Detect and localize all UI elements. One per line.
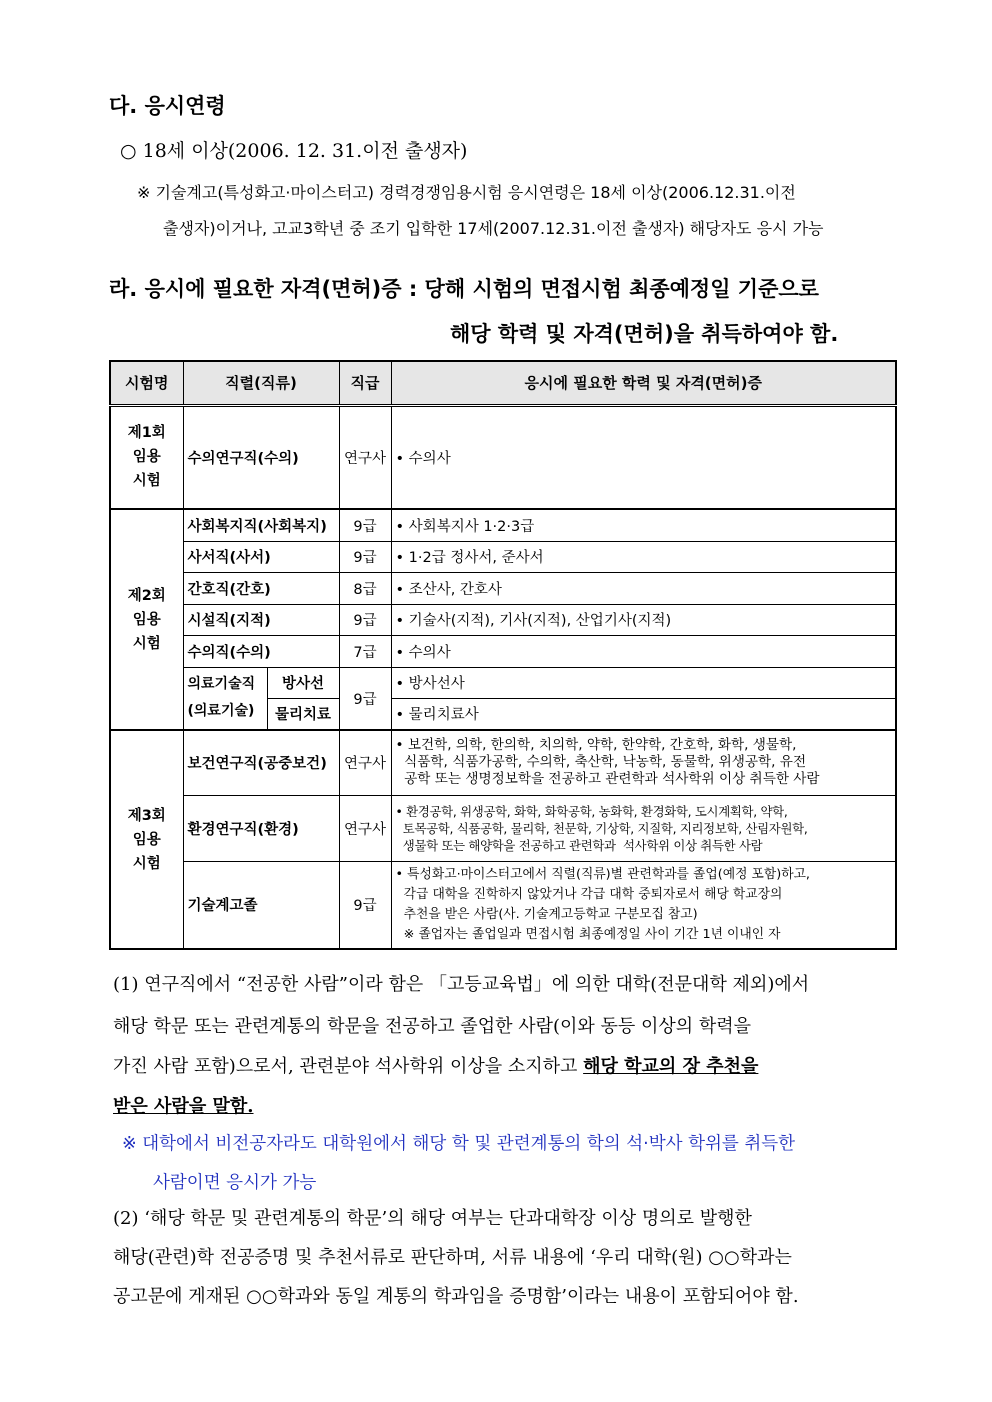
section-ra-heading-line1: 라. 응시에 필요한 자격(면허)증 : 당해 시험의 면접시험 최종예정일 기준으로 <box>109 277 819 301</box>
round3-series-1: 환경연구직(환경) <box>183 795 339 861</box>
table-row <box>110 730 896 795</box>
note1-line2: 해당 학문 또는 관련계통의 학문을 전공하고 졸업한 사람(이와 동등 이상의 학력을 <box>113 1016 752 1037</box>
medtech-sub-physio: 물리치료 <box>267 698 339 730</box>
section-da-heading: 다. 응시연령 <box>109 94 226 118</box>
medtech-grade: 9급 <box>339 667 391 730</box>
header-series: 직렬(직류) <box>183 361 339 405</box>
note2-line1: (2) ‘해당 학문 및 관련계통의 학문’의 해당 여부는 단과대학장 이상 명의로 발행한 <box>113 1208 752 1229</box>
round1-grade: 연구사 <box>339 405 391 509</box>
round2-qual-2: • 조산사, 간호사 <box>391 572 896 604</box>
table-row <box>110 795 896 861</box>
header-exam: 시험명 <box>110 361 183 405</box>
note1-line4: 받은 사람을 말함. <box>113 1096 254 1117</box>
note1-line3-emphasis: 해당 학교의 장 추천을 <box>583 1056 759 1077</box>
medtech-qual-physio: • 물리치료사 <box>391 698 896 730</box>
round2-name: 제2회 임용 시험 <box>110 509 183 730</box>
blue-note-line2: 사람이면 응시가 가능 <box>153 1173 317 1193</box>
round2-series-4: 수의직(수의) <box>183 635 339 667</box>
note2-line3: 공고문에 게재된 ○○학과와 동일 계통의 학과임을 증명함’이라는 내용이 포함되어야 함. <box>113 1286 799 1307</box>
table-row <box>110 541 896 572</box>
round3-series-0: 보건연구직(공중보건) <box>183 730 339 795</box>
round2-grade-2: 8급 <box>339 572 391 604</box>
medtech-series: 의료기술직 (의료기술) <box>183 667 267 730</box>
round2-grade-3: 9급 <box>339 604 391 635</box>
round1-series: 수의연구직(수의) <box>183 405 339 509</box>
round3-grade-0: 연구사 <box>339 730 391 795</box>
section-ra-heading-line2: 해당 학력 및 자격(면허)을 취득하여야 함. <box>450 322 839 346</box>
round2-grade-0: 9급 <box>339 509 391 541</box>
round2-series-3: 시설직(지적) <box>183 604 339 635</box>
round2-series-1: 사서직(사서) <box>183 541 339 572</box>
age-bullet: ○ 18세 이상(2006. 12. 31.이전 출생자) <box>120 140 468 162</box>
note1-line3-plain: 가진 사람 포함)으로서, 관련분야 석사학위 이상을 소지하고 <box>113 1056 584 1077</box>
blue-note-line1: ※ 대학에서 비전공자라도 대학원에서 해당 학 및 관련계통의 학의 석·박사 학위를 취득한 <box>122 1134 796 1154</box>
round1-qual: • 수의사 <box>391 405 896 509</box>
round3-qual-2: • 특성화고·마이스터고에서 직렬(직류)별 관련학과를 졸업(예정 포함)하고, 각급 대학을 진학하지 않았거나 각급 대학 중퇴자로서 해당 학교장의 추천을 받은 사람(사. 기술계고등학교 구분모집 참고) ※ 졸업자는 졸업일과 면접시험 최종예정일 사이 기간 1년 이내인 자 <box>391 861 896 949</box>
round2-qual-3: • 기술사(지적), 기사(지적), 산업기사(지적) <box>391 604 896 635</box>
table-row <box>110 861 896 949</box>
age-note-line2: 출생자)이거나, 고교3학년 중 조기 입학한 17세(2007.12.31.이전 출생자) 해당자도 응시 가능 <box>163 219 824 238</box>
table-row <box>110 572 896 604</box>
note2-line2: 해당(관련)학 전공증명 및 추천서류로 판단하며, 서류 내용에 ‘우리 대학(원) ○○학과는 <box>113 1247 792 1268</box>
table-row <box>110 667 896 698</box>
round2-qual-1: • 1·2급 정사서, 준사서 <box>391 541 896 572</box>
note1-line3 <box>113 1052 758 1078</box>
round2-series-2: 간호직(간호) <box>183 572 339 604</box>
age-note-line1: ※ 기술계고(특성화고·마이스터고) 경력경쟁임용시험 응시연령은 18세 이상(2006.12.31.이전 <box>137 183 796 202</box>
round2-qual-0: • 사회복지사 1·2·3급 <box>391 509 896 541</box>
table-row <box>110 635 896 667</box>
medtech-qual-radiology: • 방사선사 <box>391 667 896 698</box>
table-row <box>110 604 896 635</box>
table-header-row <box>110 361 896 405</box>
round3-qual-0: • 보건학, 의학, 한의학, 치의학, 약학, 한약학, 간호학, 화학, 생물학, 식품학, 식품가공학, 수의학, 축산학, 낙농학, 동물학, 위생공학, 유전 공학 또는 생명정보학을 전공하고 관련학과 석사학위 이상 취득한 사람 <box>391 730 896 795</box>
table-row <box>110 509 896 541</box>
round3-qual-1: • 환경공학, 위생공학, 화학, 화학공학, 농화학, 환경화학, 도시계획학, 약학, 토목공학, 식품공학, 물리학, 천문학, 기상학, 지질학, 지리정보학, 산림자원학, 생물학 또는 해양학을 전공하고 관련학과 석사학위 이상 취득한 사람 <box>391 795 896 861</box>
round3-grade-1: 연구사 <box>339 795 391 861</box>
header-qualification: 응시에 필요한 학력 및 자격(면허)증 <box>391 361 896 405</box>
medtech-sub-radiology: 방사선 <box>267 667 339 698</box>
round3-name: 제3회 임용 시험 <box>110 730 183 949</box>
round3-grade-2: 9급 <box>339 861 391 949</box>
table-row <box>110 405 896 509</box>
round2-series-0: 사회복지직(사회복지) <box>183 509 339 541</box>
round2-grade-1: 9급 <box>339 541 391 572</box>
qualification-table <box>109 360 897 950</box>
round3-series-2: 기술계고졸 <box>183 861 339 949</box>
round1-name: 제1회 임용 시험 <box>110 405 183 509</box>
round2-grade-4: 7급 <box>339 635 391 667</box>
round2-qual-4: • 수의사 <box>391 635 896 667</box>
header-grade: 직급 <box>339 361 391 405</box>
note1-line1: (1) 연구직에서 “전공한 사람”이라 함은 「고등교육법」에 의한 대학(전문대학 제외)에서 <box>113 974 810 995</box>
